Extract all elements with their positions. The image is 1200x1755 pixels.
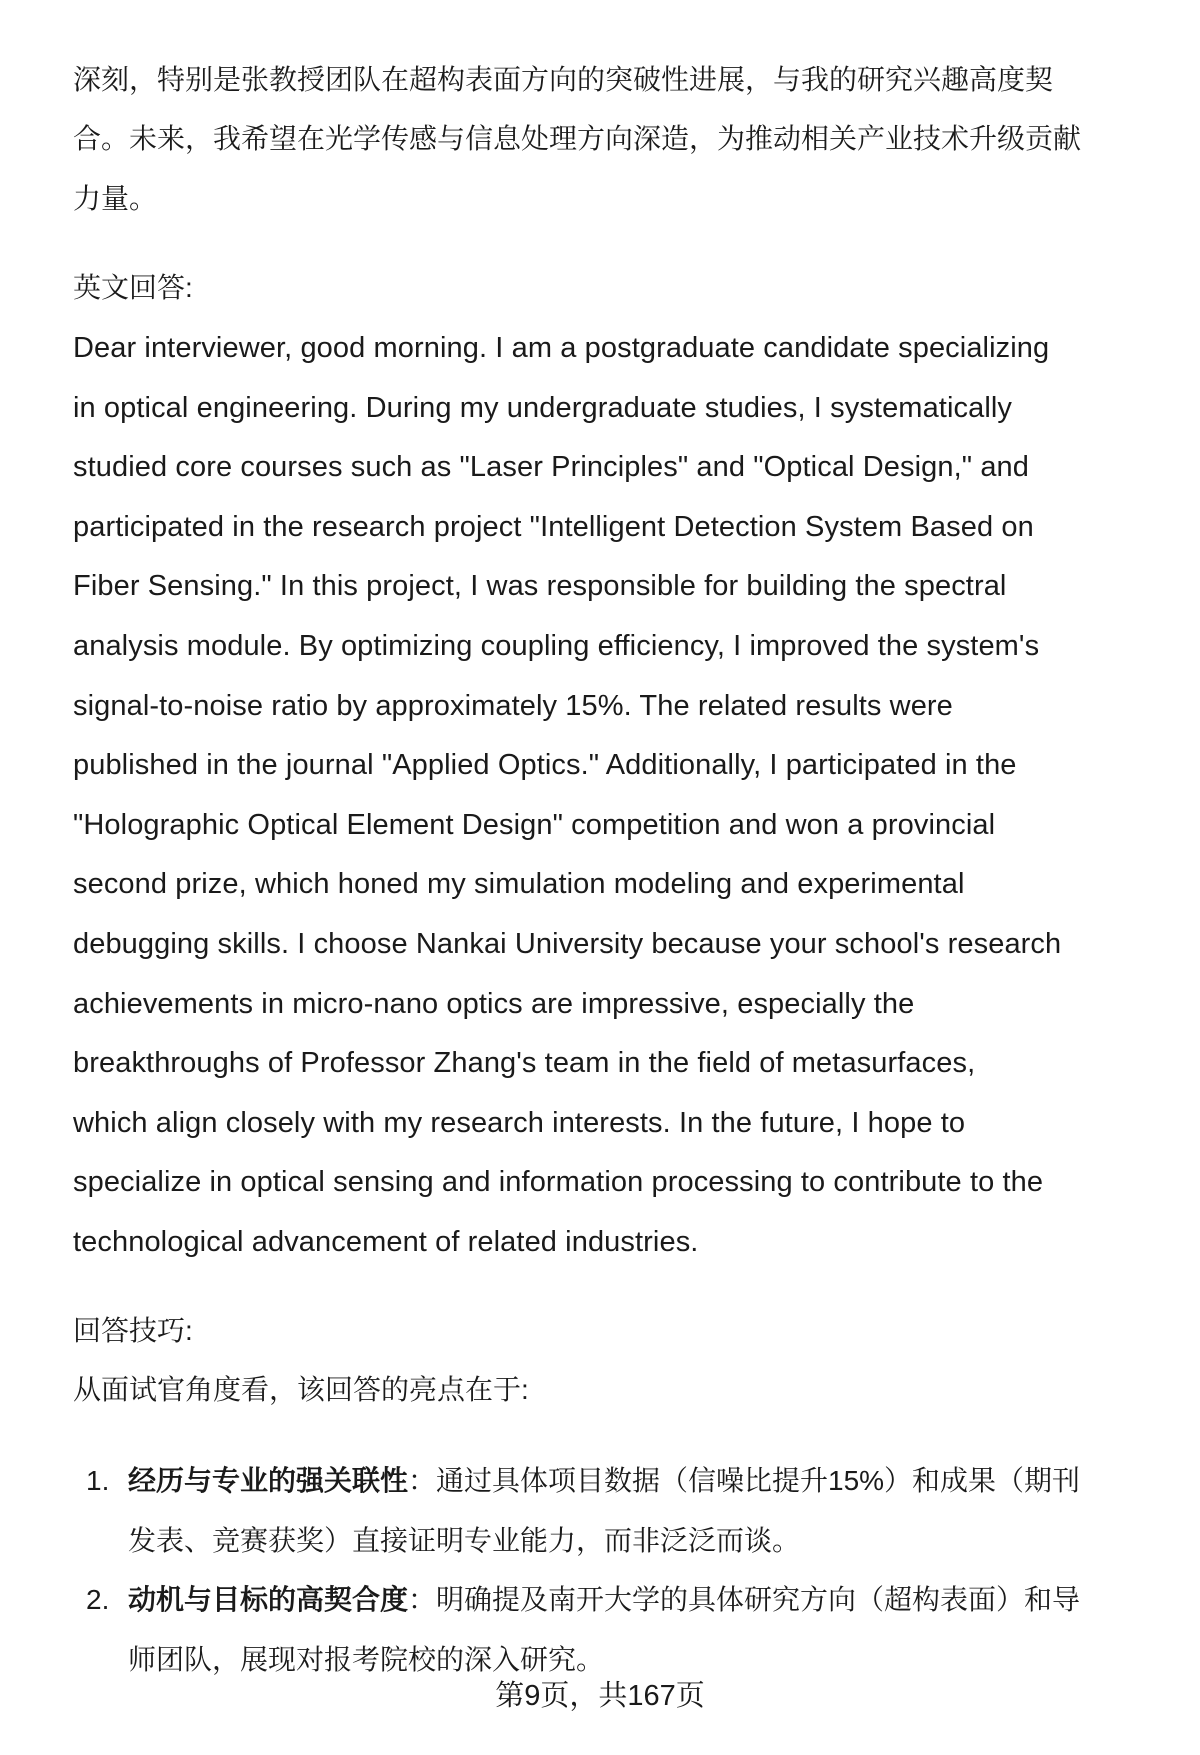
list-item-line (128, 1464, 1080, 1498)
english-line: Dear interviewer, good morning. I am a postgraduate candidate specializing (73, 332, 1050, 364)
english-line: achievements in micro-nano optics are impressive, especially the (73, 987, 915, 1020)
list-number: 1. (86, 1465, 110, 1496)
english-line: Fiber Sensing." In this project, I was responsible for building the spectral (73, 570, 1007, 603)
english-line: debugging skills. I choose Nankai University because your school's research (73, 928, 1062, 960)
english-line: technological advancement of related industries. (73, 1226, 699, 1258)
list-item-title: 经历与专业的强关联性 (128, 1465, 409, 1496)
english-line: signal-to-noise ratio by approximately 15%. The related results were (73, 689, 953, 722)
english-line: specialize in optical sensing and information processing to contribute to the (73, 1166, 1044, 1199)
list-item-title: 动机与目标的高契合度 (128, 1584, 409, 1615)
english-line: published in the journal "Applied Optics." Additionally, I participated in the (73, 749, 1017, 782)
english-line: analysis module. By optimizing coupling efficiency, I improved the system's (73, 630, 1040, 662)
english-line: studied core courses such as "Laser Principles" and "Optical Design," and (73, 451, 1030, 484)
english-line: participated in the research project "Intelligent Detection System Based on (73, 510, 1034, 543)
english-line: "Holographic Optical Element Design" competition and won a provincial (73, 808, 996, 841)
english-heading: 英文回答: (73, 272, 193, 303)
list-item-text: ：明确提及南开大学的具体研究方向（超构表面）和导 (408, 1584, 1081, 1615)
tips-intro: 从面试官角度看，该回答的亮点在于: (73, 1374, 529, 1405)
list-item-line: 发表、竞赛获奖）直接证明专业能力，而非泛泛而谈。 (128, 1525, 801, 1556)
english-line: second prize, which honed my simulation modeling and experimental (73, 868, 965, 901)
page-number-footer: 第9页，共167页 (495, 1680, 705, 1712)
english-line: in optical engineering. During my undergraduate studies, I systematically (73, 391, 1013, 424)
english-line: which align closely with my research interests. In the future, I hope to (73, 1106, 966, 1139)
cn-intro-line: 深刻，特别是张教授团队在超构表面方向的突破性进展，与我的研究兴趣高度契 (73, 64, 1054, 95)
list-number: 2. (86, 1584, 110, 1615)
list-item-line: 师团队，展现对报考院校的深入研究。 (128, 1644, 605, 1675)
list-item-text: ：通过具体项目数据（信噪比提升15%）和成果（期刊 (408, 1465, 1081, 1496)
list-item-line (128, 1583, 1080, 1617)
cn-intro-line: 合。未来，我希望在光学传感与信息处理方向深造，为推动相关产业技术升级贡献 (73, 123, 1082, 154)
cn-intro-line: 力量。 (73, 183, 158, 214)
english-line: breakthroughs of Professor Zhang's team in the field of metasurfaces, (73, 1047, 976, 1080)
tips-heading: 回答技巧: (73, 1315, 193, 1346)
